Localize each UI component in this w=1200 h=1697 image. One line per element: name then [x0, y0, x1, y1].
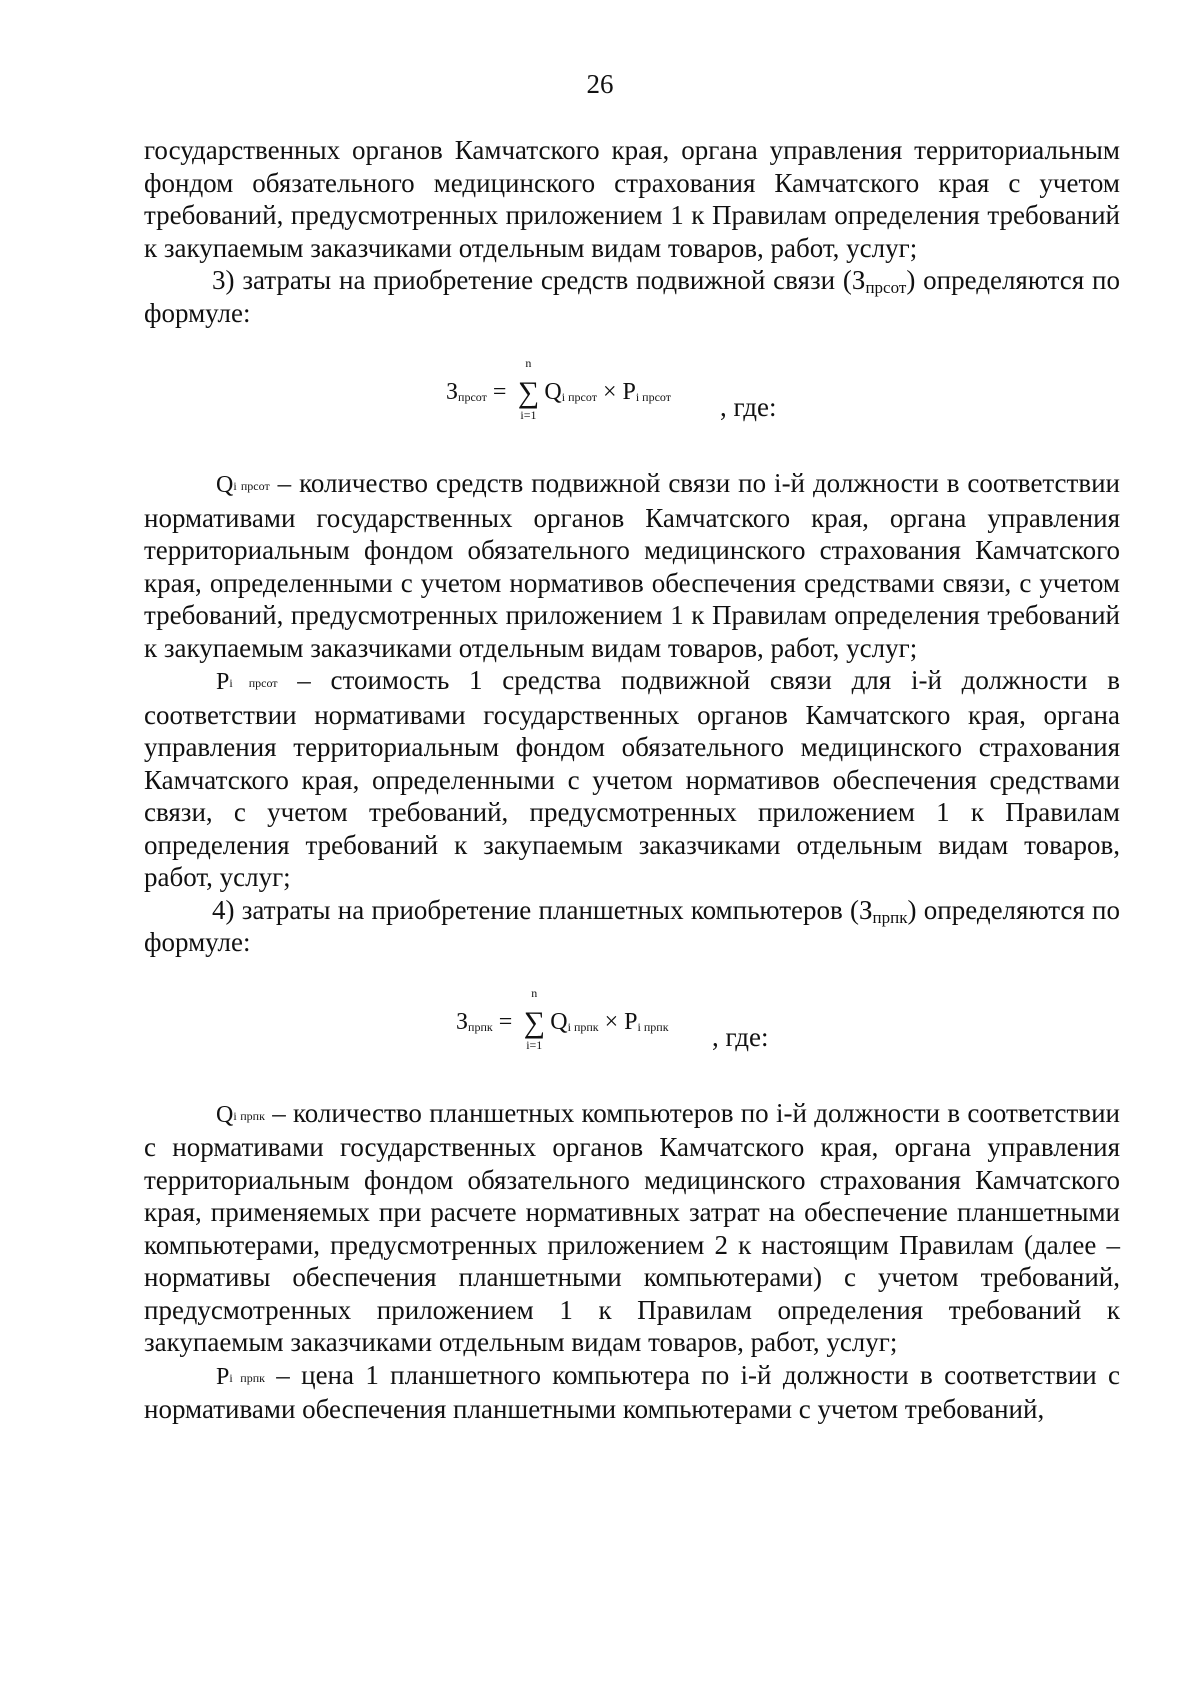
item-3-intro	[144, 264, 1120, 329]
symbol-p-mobile: $P_{i прсот}$	[216, 669, 278, 695]
definition-q-mobile: $Q_{i прсот}$ – количество средств подвижной связи по i-й должности в соответствии нормативами государственных органов Камчатского края, органа управления территориальным фондом обязательного медицинского страхования Камчатского края, определенными с учетом нормативов обеспечения средствами связи, с учетом требований, предусмотренных приложением 1 к Правилам определения требований к закупаемым заказчиками отдельным видам товаров, работ, услуг;	[144, 468, 1120, 663]
document-body	[144, 134, 1120, 1426]
formula-mobile-devices	[144, 329, 1120, 461]
item-4-text-before: 4) затраты на приобретение планшетных компьютеров (З	[212, 894, 873, 925]
item-4-text-after: ) определяются по формуле:	[144, 894, 1120, 957]
formula-where-label: , где:	[712, 1021, 769, 1052]
definition-q-tablets: $Q_{i прпк}$ – количество планшетных компьютеров по i-й должности в соответствии с нормативами государственных органов Камчатского края, органа управления территориальным фондом обязательного медицинского страхования Камчатского края, применяемых при расчете нормативных затрат на обеспечение планшетными компьютерами, предусмотренных приложением 2 к настоящим Правилам (далее – нормативы обеспечения планшетными компьютерами) с учетом требований, предусмотренных приложением 1 к Правилам определения требований к закупаемым заказчиками отдельным видам товаров, работ, услуг;	[144, 1097, 1120, 1357]
symbol-q-tablets: $Q_{i прпк}$	[216, 1101, 265, 1128]
formula-tablets-expression: $З_{прпк}$ = n ∑ i=1 $Q_{i прпк} \times P_{i прпк}$	[456, 985, 669, 1052]
item-4-subscript: прпк	[872, 907, 908, 927]
sum-sigma-symbol: n ∑ i=1	[523, 985, 545, 1052]
symbol-p-tablets: $P_{i прпк}$	[216, 1363, 265, 1390]
definition-p-mobile: $P_{i прсот}$ – стоимость 1 средства подвижной связи для i-й должности в соответствии нормативами государственных органов Камчатского края, органа управления территориальным фондом обязательного медицинского страхования Камчатского края, определенными с учетом нормативов обеспечения средствами связи, с учетом требований, предусмотренных приложением 1 к Правилам определения требований к закупаемым заказчиками отдельным видам товаров, работ, услуг;	[144, 665, 1120, 892]
item-3-text-before: 3) затраты на приобретение средств подвижной связи (З	[212, 265, 866, 295]
formula-where-label: , где:	[720, 392, 777, 422]
item-4-intro	[144, 894, 1120, 959]
symbol-q-mobile: $Q_{i прсот}$	[216, 472, 270, 498]
sum-sigma-symbol: n ∑ i=1	[517, 356, 540, 422]
page-number: 26	[586, 69, 614, 99]
item-3-subscript: прсот	[865, 278, 907, 297]
definition-p-tablets: $P_{i прпк}$ – цена 1 планшетного компьютера по i-й должности в соответствии с нормативами обеспечения планшетными компьютерами с учетом требований,	[144, 1359, 1120, 1424]
formula-mobile-expression: $З_{прсот}$ = n ∑ i=1 $Q_{i прсот} \times P_{i прсот}$	[446, 356, 672, 422]
item-3-text-after: ) определяются по формуле:	[144, 265, 1120, 328]
formula-tablets	[144, 959, 1120, 1091]
paragraph-continuation: государственных органов Камчатского края, органа управления территориальным фондом обязательного медицинского страхования Камчатского края с учетом требований, предусмотренных приложением 1 к Правилам определения требований к закупаемым заказчиками отдельным видам товаров, работ, услуг;	[144, 135, 1120, 263]
